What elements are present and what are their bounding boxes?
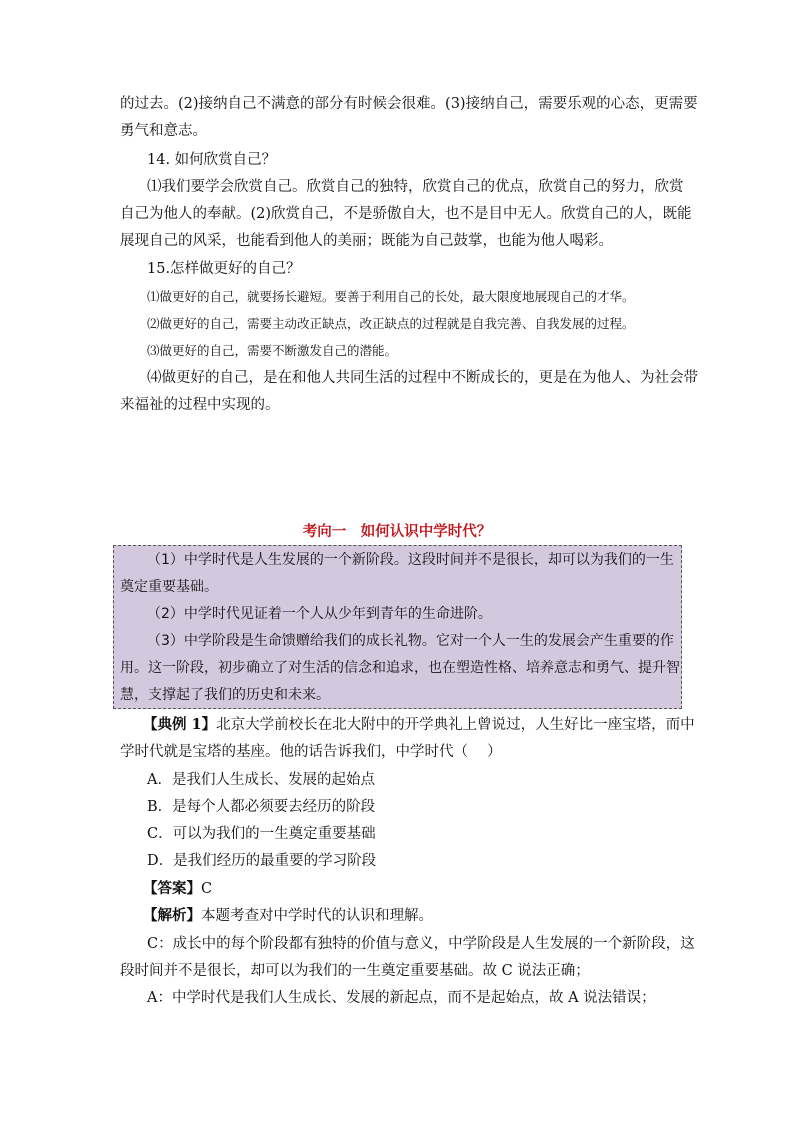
text-line: 展现自己的风采，也能看到他人的美丽；既能为自己鼓掌，也能为他人喝彩。: [120, 233, 613, 249]
text-line: ⑴做更好的自己，就要扬长避短。要善于利用自己的长处，最大限度地展现自己的才华。: [147, 289, 635, 304]
example-label: 【典例 1】: [143, 716, 217, 733]
text-line: ⑶做更好的自己，需要不断激发自己的潜能。: [147, 343, 398, 358]
question-15-title: 15.怎样做更好的自己？: [147, 261, 301, 277]
text-line: 勇气和意志。: [120, 123, 207, 139]
box-line: 用。这一阶段，初步确立了对生活的信念和追求，也在塑造性格、培养意志和勇气、提升智: [120, 660, 680, 676]
question-14-title: 14. 如何欣赏自己？: [147, 152, 277, 168]
answer-line: [143, 879, 676, 899]
analysis-line: [143, 906, 676, 926]
box-line: 慧，支撑起了我们的历史和未来。: [120, 687, 330, 703]
answer-value: C: [201, 881, 213, 897]
box-line: 奠定重要基础。: [120, 579, 218, 595]
option-b: B．是每个人都必须要去经历的阶段: [147, 799, 376, 815]
box-line: （1）中学时代是人生发展的一个新阶段。这段时间并不是很长，却可以为我们的一生: [147, 552, 674, 568]
example-stem: [143, 715, 695, 735]
text-line: ⑵做更好的自己，需要主动改正缺点，改正缺点的过程就是自我完善、自我发展的过程。: [147, 316, 635, 331]
text-line: ⑷做更好的自己，是在和他人共同生活的过程中不断成长的，更是在为他人、为社会带: [147, 370, 698, 386]
option-a: A．是我们人生成长、发展的起始点: [147, 772, 375, 788]
analysis-text: 本题考查对中学时代的认识和理解。: [201, 908, 433, 924]
option-c: C．可以为我们的一生奠定重要基础: [147, 826, 376, 842]
section-heading: 考向一 如何认识中学时代？: [302, 524, 492, 540]
box-line: （2）中学时代见证着一个人从少年到青年的生命进阶。: [147, 606, 492, 622]
text-line: 来福祉的过程中实现的。: [120, 397, 280, 413]
text-line: 的过去。(2)接纳自己不满意的部分有时候会很难。(3)接纳自己，需要乐观的心态，更需要: [120, 96, 698, 112]
analysis-label: 【解析】: [143, 907, 201, 924]
example-stem-line: 学时代就是宝塔的基座。他的话告诉我们，中学时代（ ）: [120, 744, 502, 760]
box-line: （3）中学阶段是生命馈赠给我们的成长礼物。它对一个人一生的发展会产生重要的作: [147, 633, 674, 649]
answer-label: 【答案】: [143, 880, 201, 897]
option-d: D．是我们经历的最重要的学习阶段: [147, 853, 377, 869]
example-stem-text: 北京大学前校长在北大附中的开学典礼上曾说过，人生好比一座宝塔，而中: [216, 717, 695, 733]
analysis-text-line: 段时间并不是很长，却可以为我们的一生奠定重要基础。故 C 说法正确；: [120, 963, 590, 979]
analysis-text-line: A：中学时代是我们人生成长、发展的新起点，而不是起始点，故 A 说法错误；: [147, 990, 656, 1006]
analysis-text-line: C：成长中的每个阶段都有独特的价值与意义，中学阶段是人生发展的一个新阶段，这: [147, 936, 695, 952]
text-line: 自己为他人的奉献。(2)欣赏自己，不是骄傲自大，也不是目中无人。欣赏自己的人，既能: [120, 206, 692, 222]
text-line: ⑴我们要学会欣赏自己。欣赏自己的独特，欣赏自己的优点，欣赏自己的努力，欣赏: [147, 179, 684, 195]
